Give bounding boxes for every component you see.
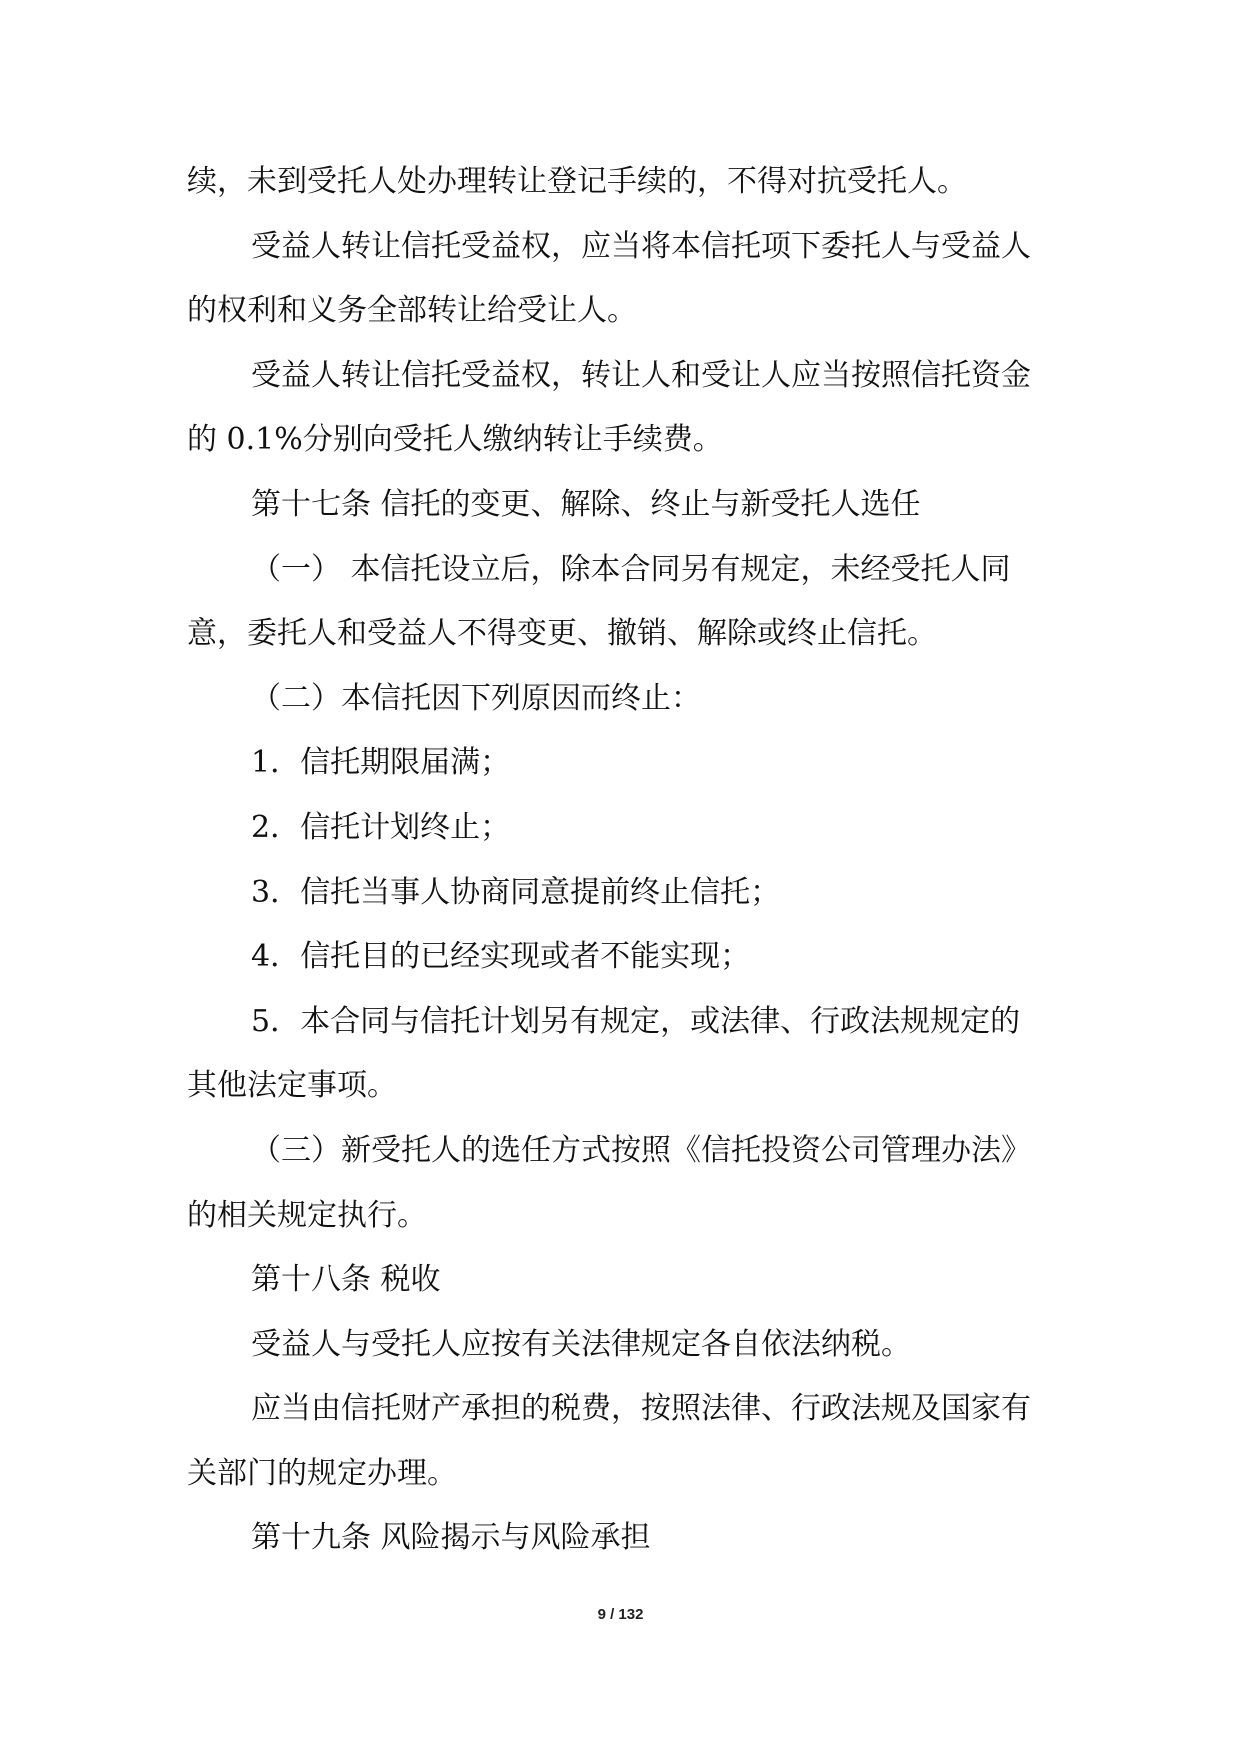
list-item: 2．信托计划终止； xyxy=(251,809,511,845)
list-item: 3．信托当事人协商同意提前终止信托； xyxy=(251,874,781,910)
body-text xyxy=(187,150,1067,1571)
page-number: 9 / 132 xyxy=(597,1606,644,1623)
text-line: 其他法定事项。 xyxy=(187,1068,397,1104)
list-item: 1．信托期限届满； xyxy=(251,745,511,781)
text-line: 的相关规定执行。 xyxy=(187,1197,427,1233)
text-line: 应当由信托财产承担的税费，按照法律、行政法规及国家有 xyxy=(251,1391,1031,1427)
text-line: 受益人转让信托受益权，转让人和受让人应当按照信托资金 xyxy=(251,357,1031,393)
text-line: 关部门的规定办理。 xyxy=(187,1455,457,1491)
text-line: 的权利和义务全部转让给受让人。 xyxy=(187,293,637,329)
section-heading-19: 第十九条 风险揭示与风险承担 xyxy=(251,1520,651,1556)
section-heading-18: 第十八条 税收 xyxy=(251,1262,441,1298)
list-item: 4．信托目的已经实现或者不能实现； xyxy=(251,939,751,975)
text-line: （一） 本信托设立后，除本合同另有规定，未经受托人同 xyxy=(251,551,1011,587)
section-heading-17: 第十七条 信托的变更、解除、终止与新受托人选任 xyxy=(251,486,921,522)
text-line: 意，委托人和受益人不得变更、撤销、解除或终止信托。 xyxy=(187,616,937,652)
text-line: 受益人转让信托受益权，应当将本信托项下委托人与受益人 xyxy=(251,228,1031,264)
text-line: 的 0.1%分别向受托人缴纳转让手续费。 xyxy=(187,422,723,458)
text-line: （三）新受托人的选任方式按照《信托投资公司管理办法》 xyxy=(251,1132,1031,1168)
text-line: 续，未到受托人处办理转让登记手续的，不得对抗受托人。 xyxy=(187,164,967,199)
list-item: 5．本合同与信托计划另有规定，或法律、行政法规规定的 xyxy=(251,1003,1021,1039)
text-line: 受益人与受托人应按有关法律规定各自依法纳税。 xyxy=(251,1326,911,1362)
text-line: （二）本信托因下列原因而终止： xyxy=(251,680,701,716)
